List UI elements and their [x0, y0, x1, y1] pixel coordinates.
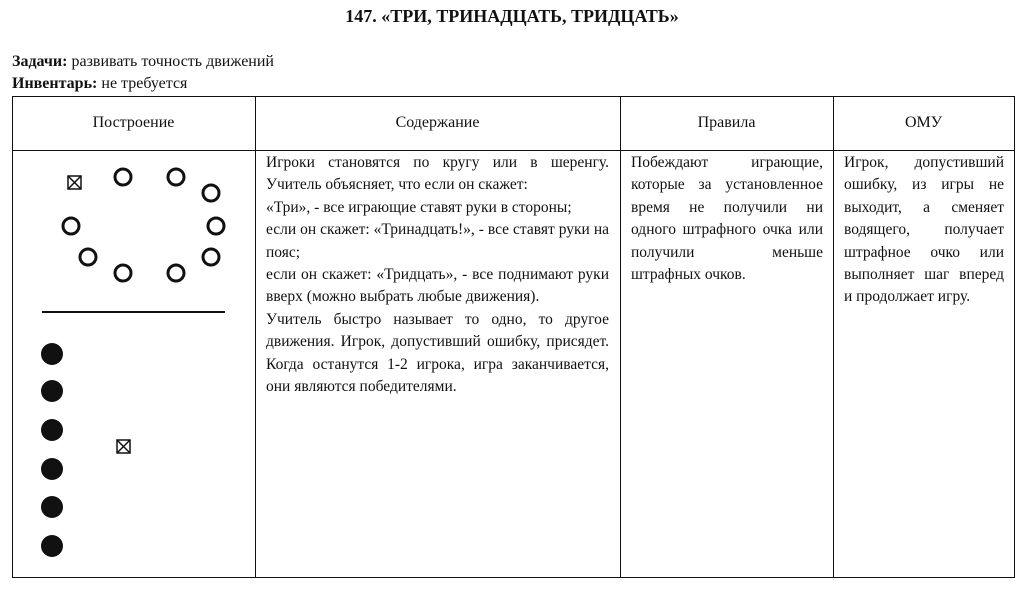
- table-right-border: [1014, 96, 1015, 578]
- circle-player: [80, 249, 96, 265]
- omu-cell: [844, 152, 1004, 309]
- content-cell: [266, 152, 609, 398]
- line-player: [41, 496, 63, 518]
- header-construction: Построение: [92, 114, 175, 131]
- teacher-mark-line: [117, 440, 130, 453]
- circle-player: [63, 218, 79, 234]
- header-content: Содержание: [395, 114, 480, 131]
- header-rules: Правила: [697, 114, 756, 131]
- table-header-border: [12, 150, 1015, 151]
- line-player: [41, 458, 63, 480]
- inventory-value: не требуется: [101, 75, 188, 92]
- rules-text: Побеждают играющие, которые за установленное время не получили ни одного штрафного очка или получили меньше штрафных очков.: [631, 154, 823, 284]
- page-title: 147. «ТРИ, ТРИНАДЦАТЬ, ТРИДЦАТЬ»: [345, 6, 679, 26]
- circle-player: [203, 185, 219, 201]
- circle-player: [168, 169, 184, 185]
- circle-player: [115, 169, 131, 185]
- header-omu: ОМУ: [904, 114, 943, 131]
- content-paragraph: если он скажет: «Тринадцать!», - все ставят руки на пояс;: [266, 221, 609, 261]
- teacher-mark-circle: [68, 176, 81, 189]
- content-paragraph: «Три», - все играющие ставят руки в стороны;: [266, 198, 572, 216]
- table-bottom-border: [12, 577, 1015, 578]
- content-paragraph: Игроки становятся по кругу или в шеренгу. Учитель объясняет, что если он скажет:: [266, 154, 609, 194]
- line-player: [41, 419, 63, 441]
- line-player: [41, 380, 63, 402]
- inventory-label: Инвентарь:: [12, 75, 98, 92]
- circle-player: [168, 265, 184, 281]
- inventory-line: [12, 75, 187, 93]
- formation-scheme: [13, 152, 253, 576]
- table-col-divider-3: [833, 96, 834, 578]
- table-col-divider-2: [620, 96, 621, 578]
- table-col-divider-1: [255, 96, 256, 578]
- omu-text: Игрок, допустивший ошибку, из игры не выходит, а сменяет водящего, получает штрафное очко или выполняет шаг вперед и продолжает игру.: [844, 154, 1004, 306]
- content-paragraph: Учитель быстро называет то одно, то другое движения. Игрок, допустивший ошибку, присядет. Когда останутся 1-2 игрока, игра заканчивается, они являются победителями.: [266, 310, 609, 396]
- tasks-label: Задачи:: [12, 53, 68, 70]
- circle-player: [203, 249, 219, 265]
- tasks-line: [12, 53, 274, 71]
- line-player: [41, 343, 63, 365]
- line-formation: [41, 343, 63, 557]
- line-player: [41, 535, 63, 557]
- circle-player: [115, 265, 131, 281]
- tasks-value: развивать точность движений: [71, 53, 274, 70]
- circle-player: [208, 218, 224, 234]
- circle-formation: [63, 169, 224, 281]
- content-paragraph: если он скажет: «Тридцать», - все поднимают руки вверх (можно выбрать любые движения).: [266, 266, 609, 306]
- rules-cell: [631, 152, 823, 286]
